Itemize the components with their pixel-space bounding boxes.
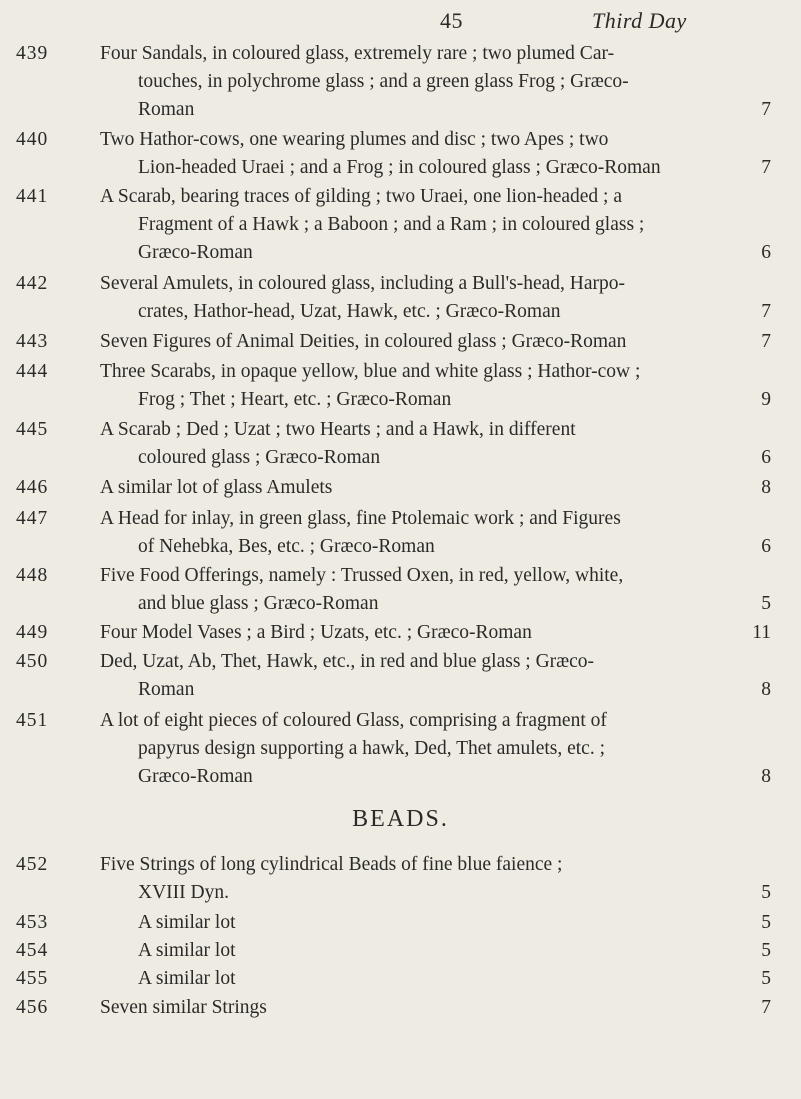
lot-number: 449: [16, 622, 49, 643]
lot-quantity: 5: [761, 968, 771, 989]
lot-text: Four Model Vases ; a Bird ; Uzats, etc. ; Græco-Roman: [100, 622, 532, 643]
lot-text: Seven Figures of Animal Deities, in coloured glass ; Græco-Roman: [100, 331, 627, 352]
lot-text: and blue glass ; Græco-Roman: [138, 593, 379, 614]
lot-number: 454: [16, 940, 49, 961]
lot-quantity: 7: [761, 99, 771, 120]
lot-text: A similar lot of glass Amulets: [100, 477, 333, 498]
lot-quantity: 7: [761, 997, 771, 1018]
lot-text: Fragment of a Hawk ; a Baboon ; and a Ram ; in coloured glass ;: [138, 214, 645, 235]
lot-text: A Scarab ; Ded ; Uzat ; two Hearts ; and a Hawk, in different: [100, 419, 576, 440]
lot-number: 447: [16, 508, 49, 529]
lot-quantity: 6: [761, 536, 771, 557]
page-number: 45: [440, 8, 463, 33]
lot-number: 455: [16, 968, 49, 989]
lot-text: XVIII Dyn.: [138, 882, 229, 903]
lot-quantity: 5: [761, 912, 771, 933]
lot-text: A similar lot: [138, 968, 236, 989]
lot-text: Five Strings of long cylindrical Beads of fine blue faience ;: [100, 854, 563, 875]
lot-text: Seven similar Strings: [100, 997, 267, 1018]
lot-number: 439: [16, 43, 49, 64]
lot-text: coloured glass ; Græco-Roman: [138, 447, 381, 468]
lot-quantity: 9: [761, 389, 771, 410]
lot-quantity: 8: [761, 766, 771, 787]
lot-number: 448: [16, 565, 49, 586]
lot-number: 450: [16, 651, 49, 672]
lot-text: Five Food Offerings, namely : Trussed Oxen, in red, yellow, white,: [100, 565, 624, 586]
lot-quantity: 5: [761, 940, 771, 961]
lot-number: 453: [16, 912, 49, 933]
lot-text: A lot of eight pieces of coloured Glass, comprising a fragment of: [100, 710, 607, 731]
lot-quantity: 7: [761, 157, 771, 178]
lot-number: 440: [16, 129, 49, 150]
lot-text: Several Amulets, in coloured glass, including a Bull's-head, Harpo-: [100, 273, 626, 294]
lot-text: A similar lot: [138, 940, 236, 961]
lot-quantity: 5: [761, 882, 771, 903]
lot-text: Four Sandals, in coloured glass, extremely rare ; two plumed Car-: [100, 43, 615, 64]
lot-text: Roman: [138, 679, 195, 700]
lot-text: crates, Hathor-head, Uzat, Hawk, etc. ; Græco-Roman: [138, 301, 561, 322]
running-title: Third Day: [592, 8, 687, 33]
lot-text: Frog ; Thet ; Heart, etc. ; Græco-Roman: [138, 389, 452, 410]
lot-text: A Head for inlay, in green glass, fine Ptolemaic work ; and Figures: [100, 508, 621, 529]
lot-number: 452: [16, 854, 49, 875]
lot-quantity: 5: [761, 593, 771, 614]
lot-text: of Nehebka, Bes, etc. ; Græco-Roman: [138, 536, 435, 557]
lot-text: A Scarab, bearing traces of gilding ; two Uraei, one lion-headed ; a: [100, 186, 622, 207]
lot-text: Three Scarabs, in opaque yellow, blue and white glass ; Hathor-cow ;: [100, 361, 641, 382]
lot-text: Two Hathor-cows, one wearing plumes and disc ; two Apes ; two: [100, 129, 609, 150]
lot-quantity: 6: [761, 447, 771, 468]
lot-number: 445: [16, 419, 49, 440]
lot-text: papyrus design supporting a hawk, Ded, Thet amulets, etc. ;: [138, 738, 606, 759]
lot-text: Ded, Uzat, Ab, Thet, Hawk, etc., in red and blue glass ; Græco-: [100, 651, 595, 672]
lot-quantity: 6: [761, 242, 771, 263]
lot-quantity: 8: [761, 679, 771, 700]
lot-text: Lion-headed Uraei ; and a Frog ; in coloured glass ; Græco-Roman: [138, 157, 661, 178]
lot-number: 442: [16, 273, 49, 294]
lot-number: 443: [16, 331, 49, 352]
section-heading: BEADS.: [352, 806, 449, 832]
lot-text: Græco-Roman: [138, 766, 253, 787]
lot-number: 444: [16, 361, 49, 382]
lot-number: 446: [16, 477, 49, 498]
lot-quantity: 7: [761, 301, 771, 322]
lot-text: Roman: [138, 99, 195, 120]
lot-text: A similar lot: [138, 912, 236, 933]
lot-quantity: 11: [752, 622, 771, 643]
lot-quantity: 8: [761, 477, 771, 498]
lot-number: 451: [16, 710, 49, 731]
lot-quantity: 7: [761, 331, 771, 352]
lot-text: Græco-Roman: [138, 242, 253, 263]
lot-number: 441: [16, 186, 49, 207]
lot-text: touches, in polychrome glass ; and a green glass Frog ; Græco-: [138, 71, 629, 92]
lot-number: 456: [16, 997, 49, 1018]
